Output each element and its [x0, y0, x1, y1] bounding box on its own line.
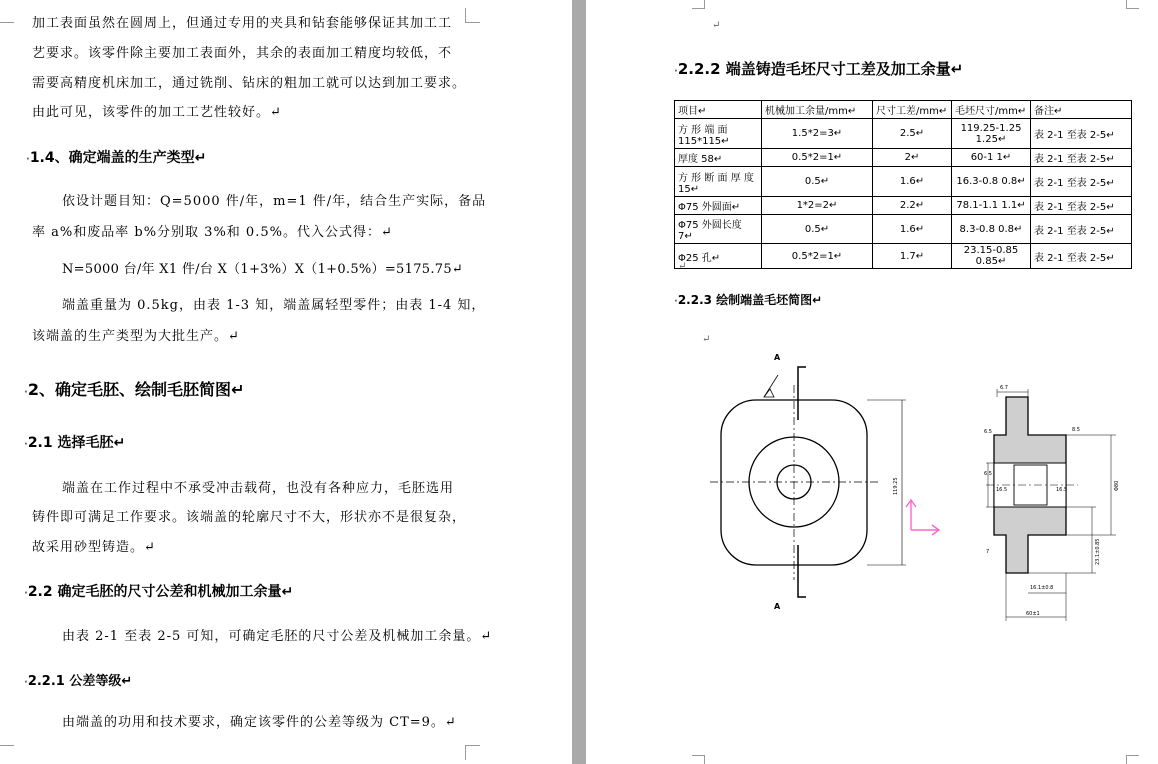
section-cut-line-bottom — [798, 545, 806, 597]
margin-mark — [692, 0, 705, 9]
paragraph-line: 端盖重量为 0.5kg，由表 1-3 知，端盖属轻型零件；由表 1-4 知， — [62, 298, 486, 313]
table-cell: 表 2-1 至表 2-5↵ — [1031, 167, 1132, 197]
table-header-cell: 毛坯尺寸/mm↵ — [952, 101, 1031, 119]
paragraph-line: 率 a%和废品率 b%分别取 3%和 0.5%。代入公式得：↵ — [32, 225, 393, 240]
table-cell: 厚度 58↵ — [675, 149, 762, 167]
margin-mark — [465, 8, 480, 23]
table-cell: 8.3-0.8 0.8↵ — [952, 215, 1031, 244]
dimension-label: 6.5 — [984, 429, 992, 435]
table-cell: 0.5↵ — [762, 167, 873, 197]
table-row — [675, 215, 1132, 244]
table-cell: 2.5↵ — [873, 119, 952, 149]
table-cell: 表 2-1 至表 2-5↵ — [1031, 149, 1132, 167]
paragraph-line: 艺要求。该零件除主要加工表面外，其余的表面加工精度均较低，不 — [32, 46, 453, 61]
section-label-a-bottom: A — [774, 602, 781, 611]
table-cell: 1.6↵ — [873, 215, 952, 244]
allowance-table — [674, 100, 1132, 269]
paragraph-mark: ↵ — [678, 261, 687, 272]
paragraph-line: 需要高精度机床加工，通过铣削、钻床的粗加工就可以达到加工要求。 — [32, 76, 467, 91]
table-row — [675, 149, 1132, 167]
paragraph-line: 由表 2-1 至表 2-5 可知，可确定毛胚的尺寸公差及机械加工余量。↵ — [62, 629, 493, 644]
table-header-row — [675, 101, 1132, 119]
table-header-cell: 机械加工余量/mm↵ — [762, 101, 873, 119]
heading-2-2-2: ·2.2.2 端盖铸造毛坯尺寸工差及加工余量↵ — [674, 60, 964, 78]
margin-mark — [465, 745, 480, 760]
table-cell: 2↵ — [873, 149, 952, 167]
table-row — [675, 244, 1132, 269]
heading-2-2-3: ·2.2.3 绘制端盖毛坯简图↵ — [674, 293, 823, 307]
table-row — [675, 167, 1132, 197]
dimension-label: 6.7 — [1000, 385, 1008, 391]
margin-mark — [0, 745, 14, 760]
table-cell: 2.2↵ — [873, 197, 952, 215]
table-cell: 1.6↵ — [873, 167, 952, 197]
table-cell: 119.25-1.25 1.25↵ — [952, 119, 1031, 149]
dimension-label: 7 — [986, 549, 990, 555]
table-cell: 78.1-1.1 1.1↵ — [952, 197, 1031, 215]
heading-2-2-1: ·2.2.1 公差等级↵ — [24, 674, 133, 689]
heading-1-4: ·1.4、确定端盖的生产类型↵ — [26, 150, 207, 166]
margin-mark — [692, 755, 705, 764]
front-view — [710, 367, 906, 597]
table-cell: 1.7↵ — [873, 244, 952, 269]
table-cell: 60-1 1↵ — [952, 149, 1031, 167]
table-cell: 1*2=2↵ — [762, 197, 873, 215]
table-cell: 表 2-1 至表 2-5↵ — [1031, 197, 1132, 215]
table-cell: 0.5*2=1↵ — [762, 149, 873, 167]
paragraph-line: 加工表面虽然在圆周上，但通过专用的夹具和钻套能够保证其加工工 — [32, 16, 453, 31]
margin-mark — [0, 8, 14, 23]
table-cell: 表 2-1 至表 2-5↵ — [1031, 119, 1132, 149]
section-label-a-top: A — [774, 353, 781, 362]
table-cell: 表 2-1 至表 2-5↵ — [1031, 215, 1132, 244]
page-gutter — [572, 0, 586, 764]
table-cell: Φ75 外圆长度 7↵ — [675, 215, 762, 244]
margin-mark — [1126, 0, 1139, 9]
table-cell: 0.5↵ — [762, 215, 873, 244]
table-cell: 16.3-0.8 0.8↵ — [952, 167, 1031, 197]
table-header-cell: 备注↵ — [1031, 101, 1132, 119]
table-header-cell: 项目↵ — [675, 101, 762, 119]
heading-2: ·2、确定毛胚、绘制毛胚简图↵ — [24, 380, 245, 399]
paragraph-mark: ↵ — [702, 334, 711, 345]
table-cell: Φ25 孔↵ — [675, 244, 762, 269]
table-header-cell: 尺寸工差/mm↵ — [873, 101, 952, 119]
dimension-label: 6.5 — [984, 471, 992, 477]
table-cell: 方 形 断 面 厚 度 15↵ — [675, 167, 762, 197]
heading-2-2: ·2.2 确定毛胚的尺寸公差和机械加工余量↵ — [24, 584, 294, 600]
table-cell: 方 形 端 面 115*115↵ — [675, 119, 762, 149]
dimension-label: Φ80 — [1114, 480, 1120, 491]
table-cell: 23.15-0.85 0.85↵ — [952, 244, 1031, 269]
table-row — [675, 197, 1132, 215]
paragraph-line: 依设计题目知：Q=5000 件/年，m=1 件/年，结合生产实际，备品 — [62, 194, 487, 209]
section-cut-line-top — [798, 367, 806, 420]
paragraph-line: 铸件即可满足工作要求。该端盖的轮廓尺寸不大，形状亦不是很复杂， — [32, 510, 467, 525]
blank-sketch-figure — [706, 345, 1146, 645]
dimension-label: 8.5 — [1072, 427, 1080, 433]
heading-2-1: ·2.1 选择毛胚↵ — [24, 435, 126, 451]
table-cell: 表 2-1 至表 2-5↵ — [1031, 244, 1132, 269]
coordinate-axis-icon — [906, 500, 939, 535]
formula: N=5000 台/年 X1 件/台 X（1+3%）X（1+0.5%）=5175.75↵ — [62, 262, 464, 277]
paragraph-line: 端盖在工作过程中不承受冲击载荷，也没有各种应力，毛胚选用 — [62, 481, 455, 496]
dimension-label: 119.25 — [893, 477, 899, 495]
document-page-right — [586, 0, 1158, 764]
paragraph-mark: ↵ — [712, 20, 721, 31]
dimension-label: 16.5 — [1056, 487, 1068, 493]
paragraph-line: 由端盖的功用和技术要求，确定该零件的公差等级为 CT=9。↵ — [62, 715, 457, 730]
table-cell: Φ75 外圆面↵ — [675, 197, 762, 215]
document-page-left — [0, 0, 572, 764]
paragraph-line: 该端盖的生产类型为大批生产。↵ — [32, 329, 240, 344]
table-cell: 0.5*2=1↵ — [762, 244, 873, 269]
dimension-label: 60±1 — [1026, 611, 1040, 617]
margin-mark — [1126, 755, 1139, 764]
table-cell: 1.5*2=3↵ — [762, 119, 873, 149]
dimension-label: 16.5 — [996, 487, 1008, 493]
paragraph-line: 由此可见，该零件的加工工艺性较好。↵ — [32, 105, 282, 120]
table-row — [675, 119, 1132, 149]
dimension-label: 23.1±0.85 — [1095, 538, 1101, 565]
paragraph-line: 故采用砂型铸造。↵ — [32, 540, 156, 555]
dimension-label: 16.1±0.8 — [1030, 585, 1054, 591]
